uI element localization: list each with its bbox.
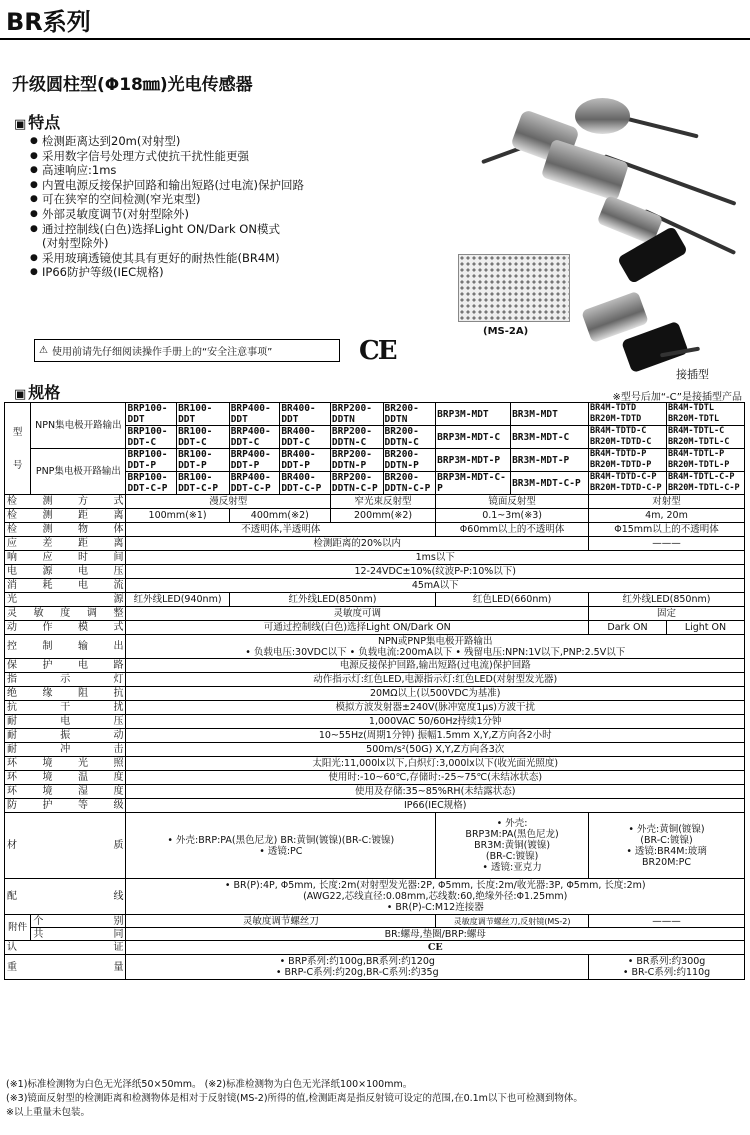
spec-value: NPN或PNP集电极开路输出 • 负载电压:30VDC以下 • 负载电流:200mA以下 • 残留电压:NPN:1V以下,PNP:2.5V以下 — [126, 635, 745, 659]
model-cell: BRP3M-MDT-C — [436, 426, 511, 449]
model-cell: BR400-DDT-C — [280, 426, 331, 449]
spec-value: 红外线LED(850nm) — [589, 593, 745, 607]
spec-value: 4m, 20m — [589, 509, 745, 523]
model-cell: BR4M-TDTL-C-P BR20M-TDTL-C-P — [666, 472, 744, 495]
row-label: 附件 — [5, 915, 31, 941]
spec-value: Φ60mm以上的不透明体 — [436, 523, 589, 537]
spec-value: 使用及存储:35~85%RH(未结露状态) — [126, 785, 745, 799]
model-cell: BR4M-TDTL-C BR20M-TDTL-C — [666, 426, 744, 449]
row-label: 耐电压 — [5, 715, 126, 729]
model-cell: BRP200-DDTN-C — [330, 426, 383, 449]
spec-value: Light ON — [666, 621, 744, 635]
row-label: 材质 — [5, 813, 126, 879]
model-cell: BR4M-TDTL-P BR20M-TDTL-P — [666, 449, 744, 472]
ce-mark: CE — [359, 336, 396, 366]
row-label: 检测方式 — [5, 495, 126, 509]
row-label: 消耗电流 — [5, 579, 126, 593]
spec-value: BR:螺母,垫圈/BRP:螺母 — [126, 928, 745, 941]
model-cell: BR200-DDTN-P — [383, 449, 436, 472]
model-cell: BRP400-DDT — [229, 403, 280, 426]
model-cell: BR3M-MDT-P — [511, 449, 589, 472]
spec-value: ——— — [589, 915, 745, 928]
model-cell: BR100-DDT-C-P — [177, 472, 230, 495]
row-label: 绝缘阻抗 — [5, 687, 126, 701]
spec-value: 灵敏度可调 — [126, 607, 589, 621]
row-label: 配线 — [5, 879, 126, 915]
row-label: 认证 — [5, 941, 126, 955]
row-label: 指示灯 — [5, 673, 126, 687]
footnotes — [6, 1078, 583, 1120]
spec-value: 镜面反射型 — [436, 495, 589, 509]
spec-value-empty: ——— — [589, 537, 745, 551]
row-label: 环境光照 — [5, 757, 126, 771]
row-label: 耐冲击 — [5, 743, 126, 757]
npn-label: NPN集电极开路输出 — [31, 403, 126, 449]
spec-value: 漫反射型 — [126, 495, 330, 509]
spec-value: 对射型 — [589, 495, 745, 509]
model-cell: BR400-DDT-P — [280, 449, 331, 472]
model-cell: BR3M-MDT-C-P — [511, 472, 589, 495]
feature-item: ● 可在狭窄的空间检测(窄光束型) — [30, 192, 430, 207]
model-cell: BR200-DDTN-C — [383, 426, 436, 449]
spec-value: 红色LED(660nm) — [436, 593, 589, 607]
spec-value: 45mA以下 — [126, 579, 745, 593]
spec-value: 模拟方波发射器±240V(脉冲宽度1μs)方波干扰 — [126, 701, 745, 715]
spec-value: 不透明体,半透明体 — [126, 523, 436, 537]
model-cell: BR3M-MDT-C — [511, 426, 589, 449]
feature-item-continued: (对射型除外) — [42, 236, 109, 251]
spec-value: 20MΩ以上(以500VDC为基准) — [126, 687, 745, 701]
footnote: (※1)标准检测物为白色无光泽纸50×50mm。 (※2)标准检测物为白色无光泽纸100×100mm。 — [6, 1079, 413, 1090]
feature-item: ● 采用数字信号处理方式使抗干扰性能更强 — [30, 149, 430, 164]
feature-item: ● 检测距离达到20m(对射型) — [30, 134, 430, 149]
spec-value: • 外壳:黄铜(镀镍) (BR-C:镀镍) • 透镜:BR4M:玻璃 BR20M:PC — [589, 813, 745, 879]
spec-value: 使用时:-10~60℃,存储时:-25~75℃(未结冰状态) — [126, 771, 745, 785]
model-cell: BRP3M-MDT-P — [436, 449, 511, 472]
row-label: 耐振动 — [5, 729, 126, 743]
type-label: 型 号 — [5, 403, 31, 495]
model-cell: BR100-DDT-C — [177, 426, 230, 449]
spec-value: • BR系列:约300g • BR-C系列:约110g — [589, 955, 745, 980]
row-label: 环境温度 — [5, 771, 126, 785]
spec-value: 100mm(※1) — [126, 509, 229, 523]
footnote: ※以上重量未包装。 — [6, 1107, 90, 1118]
model-cell: BRP100-DDT — [126, 403, 177, 426]
spec-value: 红外线LED(850nm) — [229, 593, 435, 607]
spec-value: • BRP系列:约100g,BR系列:约120g • BRP-C系列:约20g,BR-C系列:约35g — [126, 955, 589, 980]
spec-note: ※型号后加“-C”是接插型产品 — [612, 392, 742, 403]
row-label: 检测距离 — [5, 509, 126, 523]
model-cell: BRP3M-MDT-C-P — [436, 472, 511, 495]
row-sublabel: 个别 — [31, 915, 126, 928]
row-label: 检测物体 — [5, 523, 126, 537]
model-cell: BRP200-DDTN — [330, 403, 383, 426]
model-cell: BRP100-DDT-P — [126, 449, 177, 472]
model-cell: BRP100-DDT-C-P — [126, 472, 177, 495]
model-cell: BR4M-TDTD-C-P BR20M-TDTD-C-P — [589, 472, 667, 495]
safety-warning: ⚠ 使用前请先仔细阅读操作手册上的“安全注意事项” — [34, 339, 340, 362]
spec-value: 窄光束反射型 — [330, 495, 435, 509]
features-heading: ▣ 特点 — [14, 113, 61, 132]
page-title: 升级圆柱型(Φ18㎜)光电传感器 — [12, 75, 253, 95]
spec-value: IP66(IEC规格) — [126, 799, 745, 813]
spec-value: • 外壳:BRP:PA(黑色尼龙) BR:黄铜(镀镍)(BR-C:镀镍) • 透镜:PC — [126, 813, 436, 879]
series-title: BR系列 — [6, 8, 91, 36]
row-label: 防护等级 — [5, 799, 126, 813]
model-cell: BR100-DDT-P — [177, 449, 230, 472]
model-cell: BR4M-TDTD-C BR20M-TDTD-C — [589, 426, 667, 449]
model-cell: BR400-DDT — [280, 403, 331, 426]
spec-value: 灵敏度调节螺丝刀,反射镜(MS-2) — [436, 915, 589, 928]
spec-value: Φ15mm以上的不透明体 — [589, 523, 745, 537]
spec-value: 检测距离的20%以内 — [126, 537, 589, 551]
feature-item: ● 通过控制线(白色)选择Light ON/Dark ON模式 — [30, 222, 430, 237]
spec-value: 灵敏度调节螺丝刀 — [126, 915, 436, 928]
model-cell: BRP3M-MDT — [436, 403, 511, 426]
square-bullet-icon: ▣ — [14, 117, 27, 132]
spec-value: 0.1~3m(※3) — [436, 509, 589, 523]
model-cell: BRP400-DDT-P — [229, 449, 280, 472]
spec-value: 固定 — [589, 607, 745, 621]
warning-triangle-icon: ⚠ — [39, 345, 48, 356]
model-cell: BRP400-DDT-C — [229, 426, 280, 449]
model-cell: BR100-DDT — [177, 403, 230, 426]
row-label: 响应时间 — [5, 551, 126, 565]
spec-value: 红外线LED(940nm) — [126, 593, 229, 607]
row-label: 灵敏度调整 — [5, 607, 126, 621]
row-label: 环境湿度 — [5, 785, 126, 799]
row-label: 应差距离 — [5, 537, 126, 551]
spec-value: Dark ON — [589, 621, 667, 635]
spec-value: 10~55Hz(周期1分钟) 振幅1.5mm X,Y,Z方向各2小时 — [126, 729, 745, 743]
model-cell: BRP100-DDT-C — [126, 426, 177, 449]
feature-item: ● 高速响应:1ms — [30, 163, 430, 178]
row-label: 电源电压 — [5, 565, 126, 579]
footnote: (※3)镜面反射型的检测距离和检测物体是相对于反射镜(MS-2)所得的值,检测距离是指反射镜可设定的范围,在0.1m以下也可检测到物体。 — [6, 1093, 583, 1104]
reflector-label: (MS-2A) — [483, 326, 529, 337]
square-bullet-icon: ▣ — [14, 387, 27, 402]
model-cell: BRP200-DDTN-P — [330, 449, 383, 472]
header-rule — [0, 38, 750, 40]
spec-value: 200mm(※2) — [330, 509, 435, 523]
spec-value: • BR(P):4P, Φ5mm, 长度:2m(对射型发光器:2P, Φ5mm, 长度:2m/收光器:3P, Φ5mm, 长度:2m) (AWG22,芯线直径:0.08mm,芯线数:60,绝缘外径:Φ1.25mm) • BR(P)-C:M12连接器 — [126, 879, 745, 915]
spec-value: 1ms以下 — [126, 551, 745, 565]
spec-value: 可通过控制线(白色)选择Light ON/Dark ON — [126, 621, 589, 635]
plugin-type-label: 接插型 — [676, 368, 709, 381]
row-label: 重量 — [5, 955, 126, 980]
model-cell: BR400-DDT-C-P — [280, 472, 331, 495]
spec-value: 400mm(※2) — [229, 509, 330, 523]
spec-value: 电源反接保护回路,输出短路(过电流)保护回路 — [126, 659, 745, 673]
model-cell: BRP200-DDTN-C-P — [330, 472, 383, 495]
spec-heading: ▣ 规格 — [14, 383, 61, 402]
row-label: 动作模式 — [5, 621, 126, 635]
row-label: 保护电路 — [5, 659, 126, 673]
spec-value: CE — [126, 941, 745, 955]
model-cell: BR200-DDTN-C-P — [383, 472, 436, 495]
feature-item: ● 采用玻璃透镜使其具有更好的耐热性能(BR4M) — [30, 251, 430, 266]
spec-value: 1,000VAC 50/60Hz持续1分钟 — [126, 715, 745, 729]
spec-value: 12-24VDC±10%(纹波P-P:10%以下) — [126, 565, 745, 579]
model-cell: BR4M-TDTL BR20M-TDTL — [666, 403, 744, 426]
spec-value: 太阳光:11,000lx以下,白炽灯:3,000lx以下(收光面光照度) — [126, 757, 745, 771]
row-label: 控制输出 — [5, 635, 126, 659]
model-cell: BR3M-MDT — [511, 403, 589, 426]
pnp-label: PNP集电极开路输出 — [31, 449, 126, 495]
feature-item: ● IP66防护等级(IEC规格) — [30, 265, 430, 280]
model-cell: BRP400-DDT-C-P — [229, 472, 280, 495]
spec-value: • 外壳: BRP3M:PA(黑色尼龙) BR3M:黄铜(镀镍) (BR-C:镀镍) • 透镜:亚克力 — [436, 813, 589, 879]
feature-item: ● 内置电源反接保护回路和输出短路(过电流)保护回路 — [30, 178, 430, 193]
model-cell: BR4M-TDTD BR20M-TDTD — [589, 403, 667, 426]
reflector-image — [458, 254, 570, 322]
spec-value: 动作指示灯:红色LED,电源指示灯:红色LED(对射型发光器) — [126, 673, 745, 687]
spec-value: 500m/s²(50G) X,Y,Z方向各3次 — [126, 743, 745, 757]
row-label: 抗干扰 — [5, 701, 126, 715]
model-cell: BR200-DDTN — [383, 403, 436, 426]
row-label: 光源 — [5, 593, 126, 607]
row-sublabel: 共同 — [31, 928, 126, 941]
feature-item: ● 外部灵敏度调节(对射型除外) — [30, 207, 430, 222]
features-list — [30, 134, 430, 280]
model-cell: BR4M-TDTD-P BR20M-TDTD-P — [589, 449, 667, 472]
spec-table — [4, 402, 745, 980]
